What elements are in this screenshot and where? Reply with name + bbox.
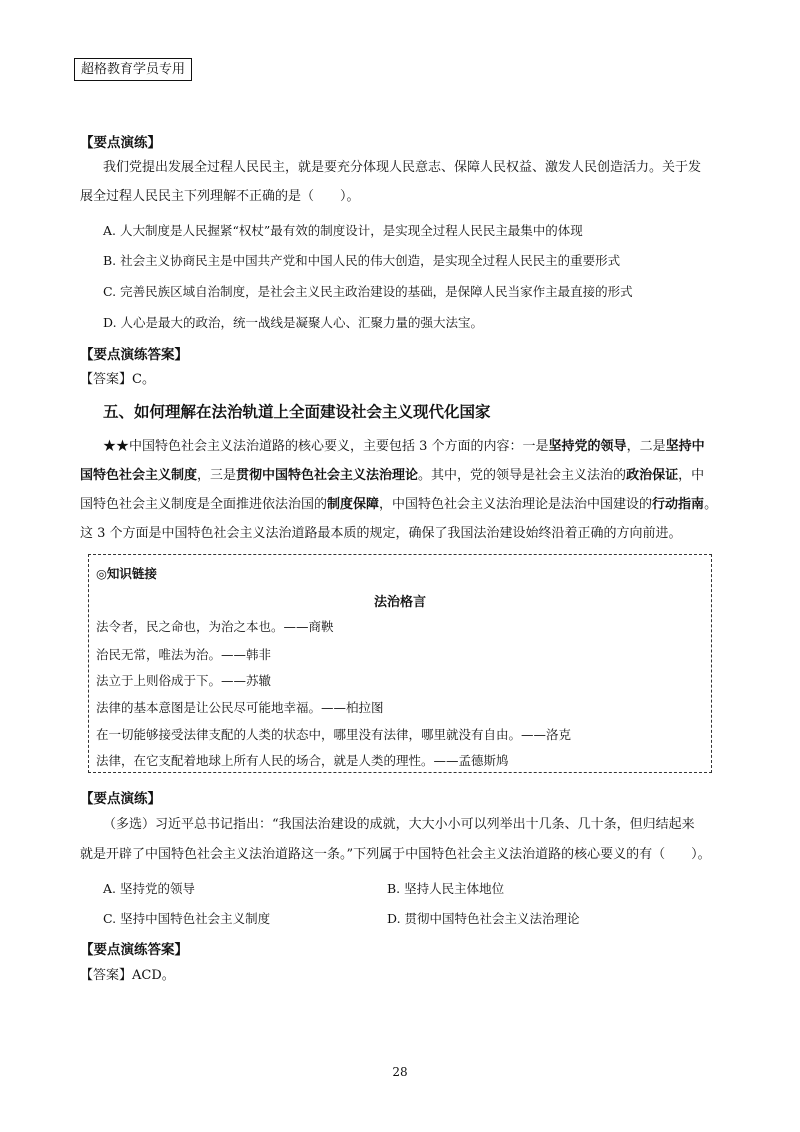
quote-item: 法律，在它支配着地球上所有人民的场合，就是人类的理性。——孟德斯鸠 bbox=[96, 753, 509, 768]
answer-text-2: 【答案】ACD。 bbox=[80, 968, 175, 983]
option-b: B. 坚持人民主体地位 bbox=[387, 881, 505, 896]
quote-item: 法立于上则俗成于下。——苏辙 bbox=[96, 673, 272, 688]
answer-header: 【要点演练答案】 bbox=[80, 347, 188, 363]
question-2-line-2: 就是开辟了中国特色社会主义法治道路这一条。”下列属于中国特色社会主义法治道路的核心要义的有（ ）。 bbox=[80, 847, 711, 862]
practice-header-2: 【要点演练】 bbox=[80, 791, 161, 807]
option-b: B. 社会主义协商民主是中国共产党和中国人民的伟大创造，是实现全过程人民民主的重要形式 bbox=[103, 253, 621, 268]
knowledge-title: 法治格言 bbox=[373, 595, 426, 610]
section-title: 五、如何理解在法治轨道上全面建设社会主义现代化国家 bbox=[103, 402, 491, 421]
quote-item: 法律的基本意图是让公民尽可能地幸福。——柏拉图 bbox=[96, 700, 384, 715]
quote-item: 在一切能够接受法律支配的人类的状态中，哪里没有法律，哪里就没有自由。——洛克 bbox=[96, 727, 572, 742]
answer-text: 【答案】C。 bbox=[80, 372, 155, 387]
knowledge-header: ◎知识链接 bbox=[96, 566, 157, 581]
question-line-1: 我们党提出发展全过程人民民主，就是要充分体现人民意志、保障人民权益、激发人民创造活力。关于发 bbox=[103, 160, 702, 175]
quote-item: 法令者，民之命也，为治之本也。——商鞅 bbox=[96, 619, 334, 634]
option-a: A. 坚持党的领导 bbox=[103, 881, 195, 896]
intro-line-1: ★★中国特色社会主义法治道路的核心要义，主要包括 3 个方面的内容：一是坚持党的领导，二是坚持中 bbox=[103, 439, 705, 454]
quote-item: 治民无常，唯法为治。——韩非 bbox=[96, 647, 272, 662]
question-line-2: 展全过程人民民主下列理解不正确的是（ ）。 bbox=[80, 189, 360, 204]
answer-header-2: 【要点演练答案】 bbox=[80, 942, 188, 958]
option-c: C. 完善民族区域自治制度，是社会主义民主政治建设的基础，是保障人民当家作主最直接的形式 bbox=[103, 284, 633, 299]
option-a: A. 人大制度是人民握紧“权杖”最有效的制度设计，是实现全过程人民民主最集中的体现 bbox=[103, 223, 583, 238]
option-d: D. 人心是最大的政治，统一战线是凝聚人心、汇聚力量的强大法宝。 bbox=[103, 315, 484, 330]
option-c: C. 坚持中国特色社会主义制度 bbox=[103, 911, 271, 926]
header-tag: 超格教育学员专用 bbox=[74, 58, 192, 81]
intro-line-3: 国特色社会主义制度是全面推进依法治国的制度保障，中国特色社会主义法治理论是法治中国建设的行动指南。 bbox=[80, 497, 718, 512]
option-d: D. 贯彻中国特色社会主义法治理论 bbox=[387, 911, 580, 926]
intro-line-4: 这 3 个方面是中国特色社会主义法治道路最本质的规定，确保了我国法治建设始终沿着正确的方向前进。 bbox=[80, 526, 682, 541]
intro-line-2: 国特色社会主义制度，三是贯彻中国特色社会主义法治理论。其中，党的领导是社会主义法治的政治保证，中 bbox=[80, 468, 705, 483]
question-2-line-1: （多选）习近平总书记指出：“我国法治建设的成就，大大小小可以列举出十几条、几十条，但归结起来 bbox=[103, 817, 695, 832]
page-number: 28 bbox=[392, 1065, 408, 1079]
practice-header: 【要点演练】 bbox=[80, 135, 161, 151]
